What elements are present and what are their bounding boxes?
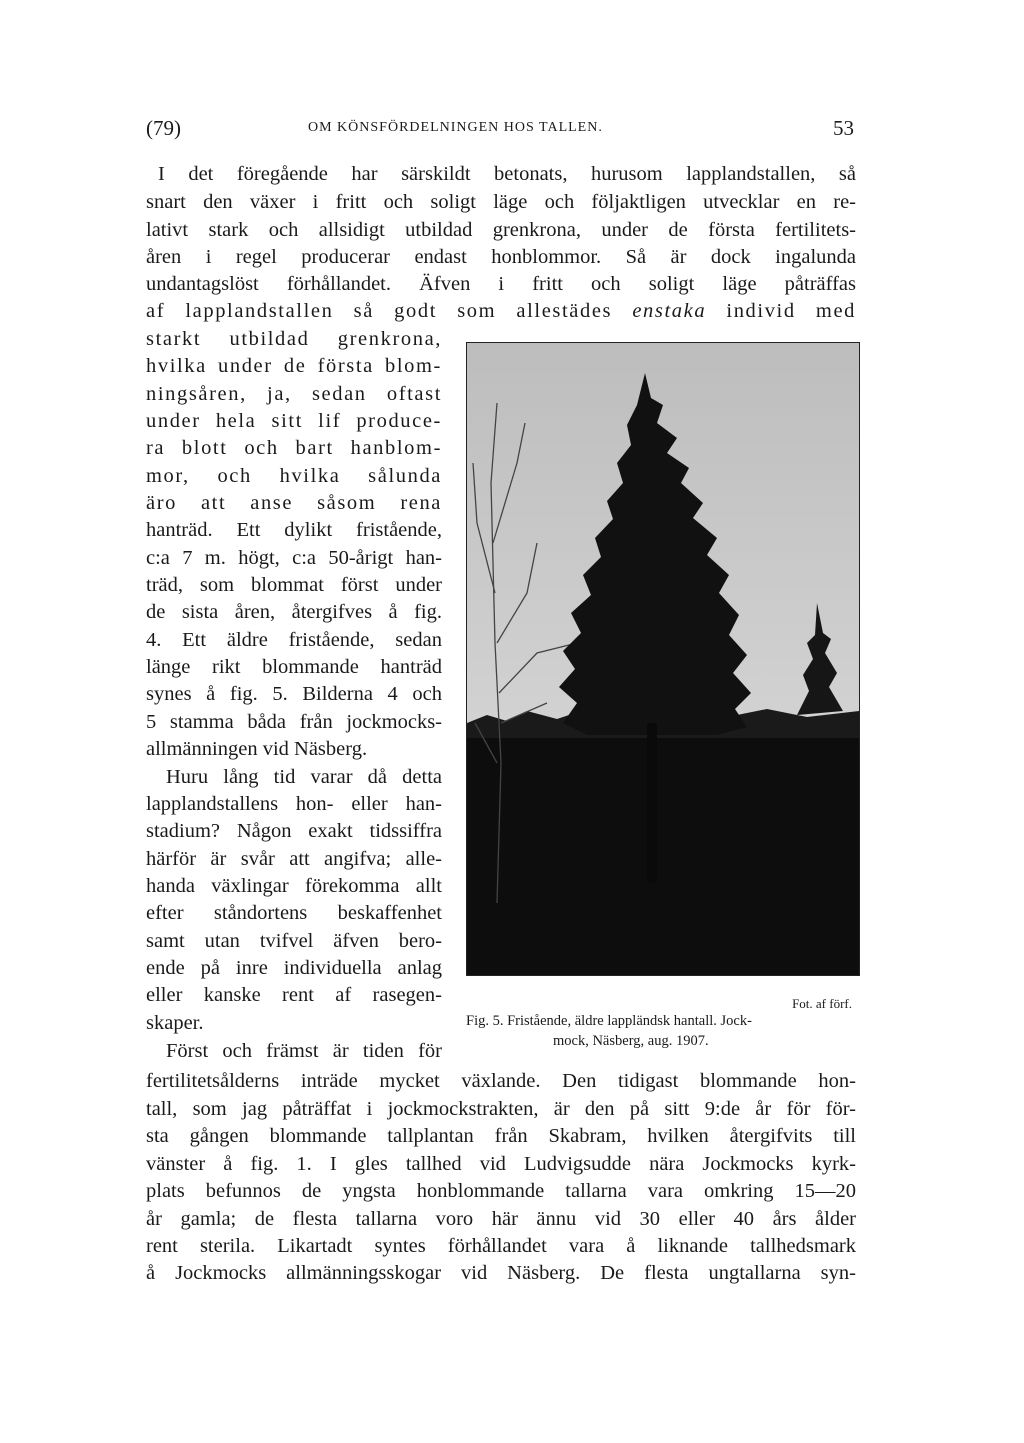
text-line: lativt stark och allsidigt utbildad grenkrona, under de första fertilitets- [146,219,856,241]
text-line: rent sterila. Likartadt syntes förhållandet vara å liknande tallhedsmark [146,1235,856,1257]
text-line: de sista åren, återgifves å fig. [146,601,442,623]
text-line: tall, som jag påträffat i jockmockstrakten, är den på sitt 9:de år för för- [146,1098,856,1120]
text-line: 5 stamma båda från jockmocks- [146,711,442,733]
text-line: lapplandstallens hon- eller han- [146,793,442,815]
text-line: c:a 7 m. högt, c:a 50-årigt han- [146,547,442,569]
text-line: träd, som blommat först under [146,574,442,596]
pine-trunk [647,723,657,883]
text-line: synes å fig. 5. Bilderna 4 och [146,683,442,705]
text-line: under hela sitt lif produce- [146,410,442,432]
page-number-left: (79) [146,116,181,140]
text-line: åren i regel producerar endast honblommor. Så är dock ingalunda [146,246,856,268]
text-line: länge rikt blommande hanträd [146,656,442,678]
figure-caption-continued: mock, Näsberg, aug. 1907. [553,1033,709,1049]
text-line: hvilka under de första blom- [146,355,442,377]
text-line: undantagslöst förhållandet. Äfven i fritt och soligt läge påträffas [146,273,856,295]
text-line: år gamla; de flesta tallarna voro här ännu vid 30 eller 40 års ålder [146,1208,856,1230]
text-line: plats befunnos de yngsta honblommande tallarna vara omkring 15—20 [146,1180,856,1202]
text-line: efter ståndortens beskaffenhet [146,902,442,924]
text-line: fertilitetsålderns inträde mycket växlande. Den tidigast blommande hon- [146,1070,856,1092]
text-line: hanträd. Ett dylikt fristående, [146,519,442,541]
figure-caption: Fig. 5. Fristående, äldre lappländsk hantall. Jock- [466,1013,752,1029]
text-line: härför är svår att angifva; alle- [146,848,442,870]
text-line: ende på inre individuella anlag [146,957,442,979]
pine-tree-photo [467,343,859,975]
figure-photo [466,342,860,976]
ground [467,738,859,975]
text-line: mor, och hvilka sålunda [146,465,442,487]
text-line: ra blott och bart hanblom- [146,437,442,459]
text-line: snart den växer i fritt och soligt läge och följaktligen utvecklar en re- [146,191,856,213]
text-line: skaper. [146,1012,204,1034]
text-line: å Jockmocks allmänningsskogar vid Näsberg. De flesta ungtallarna syn- [146,1262,856,1284]
running-title: OM KÖNSFÖRDELNINGEN HOS TALLEN. [308,120,603,135]
text-line: äro att anse såsom rena [146,492,442,514]
text-line: Först och främst är tiden för [166,1040,442,1062]
text-line: af lapplandstallen så godt som allestädes enstaka individ med [146,300,857,322]
text-line: samt utan tvifvel äfven bero- [146,930,442,952]
page-number: 53 [833,116,854,140]
text-line: handa växlingar förekomma allt [146,875,442,897]
running-header [146,116,854,142]
text-line: Huru lång tid varar då detta [166,766,442,788]
text-line: I det föregående har särskildt betonats, hurusom lapplandstallen, så [158,163,856,185]
text-line: sta gången blommande tallplantan från Skabram, hvilken återgifvits till [146,1125,856,1147]
text-line: 4. Ett äldre fristående, sedan [146,629,442,651]
text-line: starkt utbildad grenkrona, [146,328,442,350]
text-line: vänster å fig. 1. I gles tallhed vid Ludvigsudde nära Jockmocks kyrk- [146,1153,856,1175]
emphasis: enstaka [632,300,707,322]
text-line: allmänningen vid Näsberg. [146,738,368,760]
text-line: stadium? Någon exakt tidssiffra [146,820,442,842]
photo-credit: Fot. af förf. [792,996,852,1011]
text-line: ningsåren, ja, sedan oftast [146,383,442,405]
text-line: eller kanske rent af rasegen- [146,984,442,1006]
